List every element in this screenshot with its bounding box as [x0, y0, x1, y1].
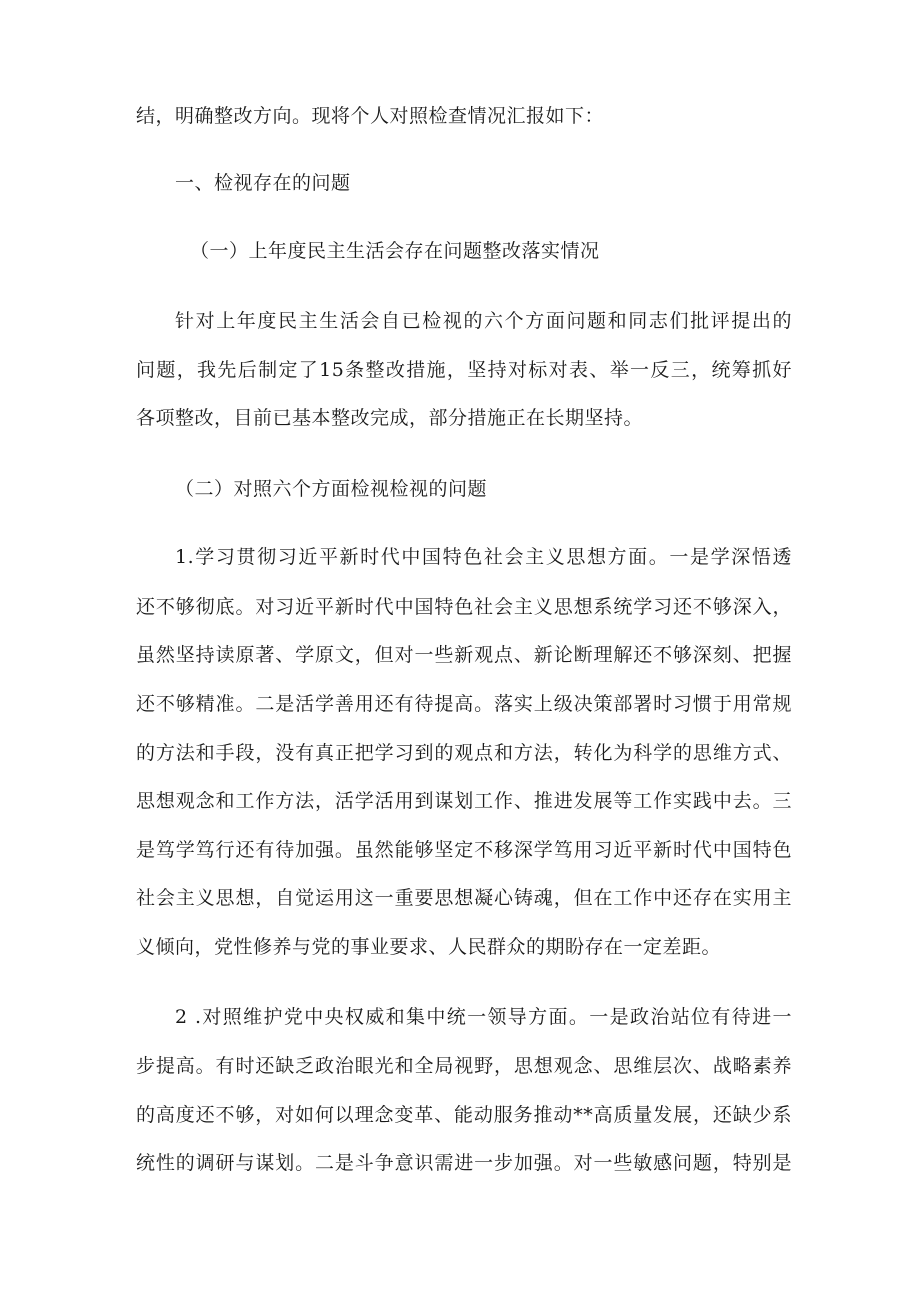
paragraph-line: 的高度还不够，对如何以理念变革、能动服务推动**高质量发展，还缺少系 [136, 1104, 792, 1126]
paragraph-line: 问题，我先后制定了15条整改措施，坚持对标对表、举一反三，统筹抓好 [136, 359, 792, 381]
paragraph-line: 2 .对照维护党中央权威和集中统一领导方面。一是政治站位有待进一 [175, 1006, 792, 1028]
paragraph-line: 的方法和手段，没有真正把学习到的观点和方法，转化为科学的思维方式、 [136, 742, 792, 764]
paragraph-line: 1.学习贯彻习近平新时代中国特色社会主义思想方面。一是学深悟透 [175, 546, 792, 568]
paragraph-line: 针对上年度民主生活会自已检视的六个方面问题和同志们批评提出的 [175, 310, 792, 332]
paragraph-line: 步提高。有时还缺乏政治眼光和全局视野，思想观念、思维层次、战略素养 [136, 1055, 792, 1077]
paragraph-line: 是笃学笃行还有待加强。虽然能够坚定不移深学笃用习近平新时代中国特色 [136, 839, 792, 861]
paragraph-line: 虽然坚持读原著、学原文，但对一些新观点、新论断理解还不够深刻、把握 [136, 644, 792, 666]
paragraph-line: 社会主义思想，自觉运用这一重要思想凝心铸魂，但在工作中还存在实用主 [136, 887, 792, 909]
subsection-heading-2: （二）对照六个方面检视检视的问题 [175, 478, 488, 500]
intro-tail-line: 结，明确整改方向。现将个人对照检查情况汇报如下： [136, 105, 605, 127]
paragraph-line: 各项整改，目前已基本整改完成，部分措施正在长期坚持。 [136, 407, 644, 429]
paragraph-line: 还不够精准。二是活学善用还有待提高。落实上级决策部署时习惯于用常规 [136, 693, 792, 715]
paragraph-line: 还不够彻底。对习近平新时代中国特色社会主义思想系统学习还不够深入， [136, 596, 792, 618]
subsection-heading-1: （一）上年度民主生活会存在问题整改落实情况 [190, 240, 600, 262]
paragraph-line: 统性的调研与谋划。二是斗争意识需进一步加强。对一些敏感问题，特别是 [136, 1152, 792, 1174]
paragraph-line: 义倾向，党性修养与党的事业要求、人民群众的期盼存在一定差距。 [136, 936, 722, 958]
paragraph-line: 思想观念和工作方法，活学活用到谋划工作、推进发展等工作实践中去。三 [136, 790, 792, 812]
section-heading: 一、检视存在的问题 [175, 172, 351, 194]
